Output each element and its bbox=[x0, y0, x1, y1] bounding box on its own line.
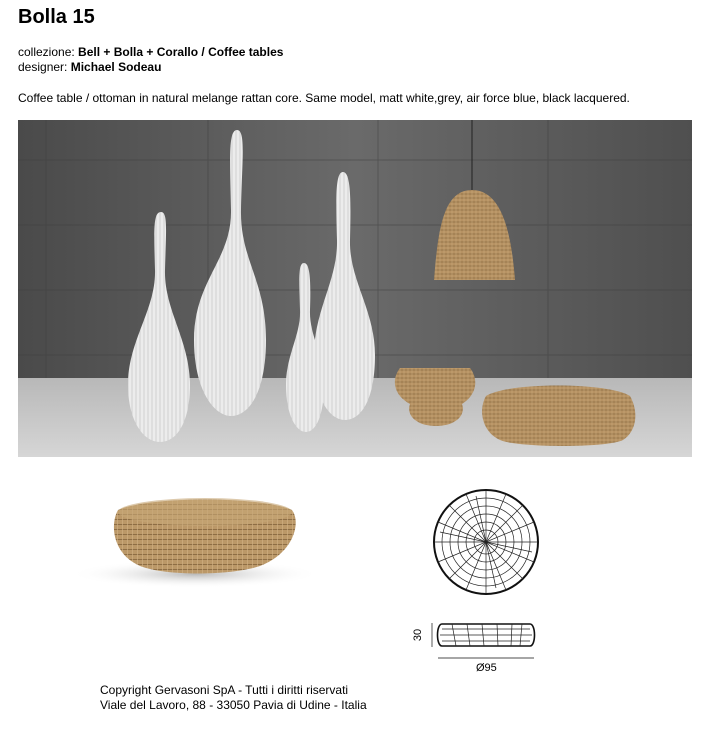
product-meta bbox=[18, 45, 283, 75]
height-dimension: 30 bbox=[412, 628, 425, 642]
elevation-drawing bbox=[412, 614, 542, 684]
collection-line bbox=[18, 45, 283, 60]
product-photo bbox=[70, 482, 320, 592]
table-top bbox=[118, 498, 292, 526]
page-title: Bolla 15 bbox=[18, 6, 95, 28]
designer-label: designer: bbox=[18, 60, 68, 74]
collection-value: Bell + Bolla + Corallo / Coffee tables bbox=[78, 45, 284, 59]
rattan-coffee-table bbox=[482, 386, 635, 447]
product-description: Coffee table / ottoman in natural melange rattan core. Same model, matt white,grey, air force blue, black lacquered. bbox=[18, 91, 630, 105]
designer-line bbox=[18, 60, 283, 75]
collection-label: collezione: bbox=[18, 45, 75, 59]
designer-value: Michael Sodeau bbox=[70, 60, 162, 74]
plan-view-drawing bbox=[430, 486, 542, 598]
diameter-dimension: Ø95 bbox=[476, 662, 497, 674]
copyright-footer bbox=[100, 683, 367, 713]
address-line: Viale del Lavoro, 88 - 33050 Pavia di Udine - Italia bbox=[100, 698, 367, 712]
copyright-line: Copyright Gervasoni SpA - Tutti i diritti riservati bbox=[100, 683, 349, 697]
scene-photo bbox=[18, 120, 692, 457]
